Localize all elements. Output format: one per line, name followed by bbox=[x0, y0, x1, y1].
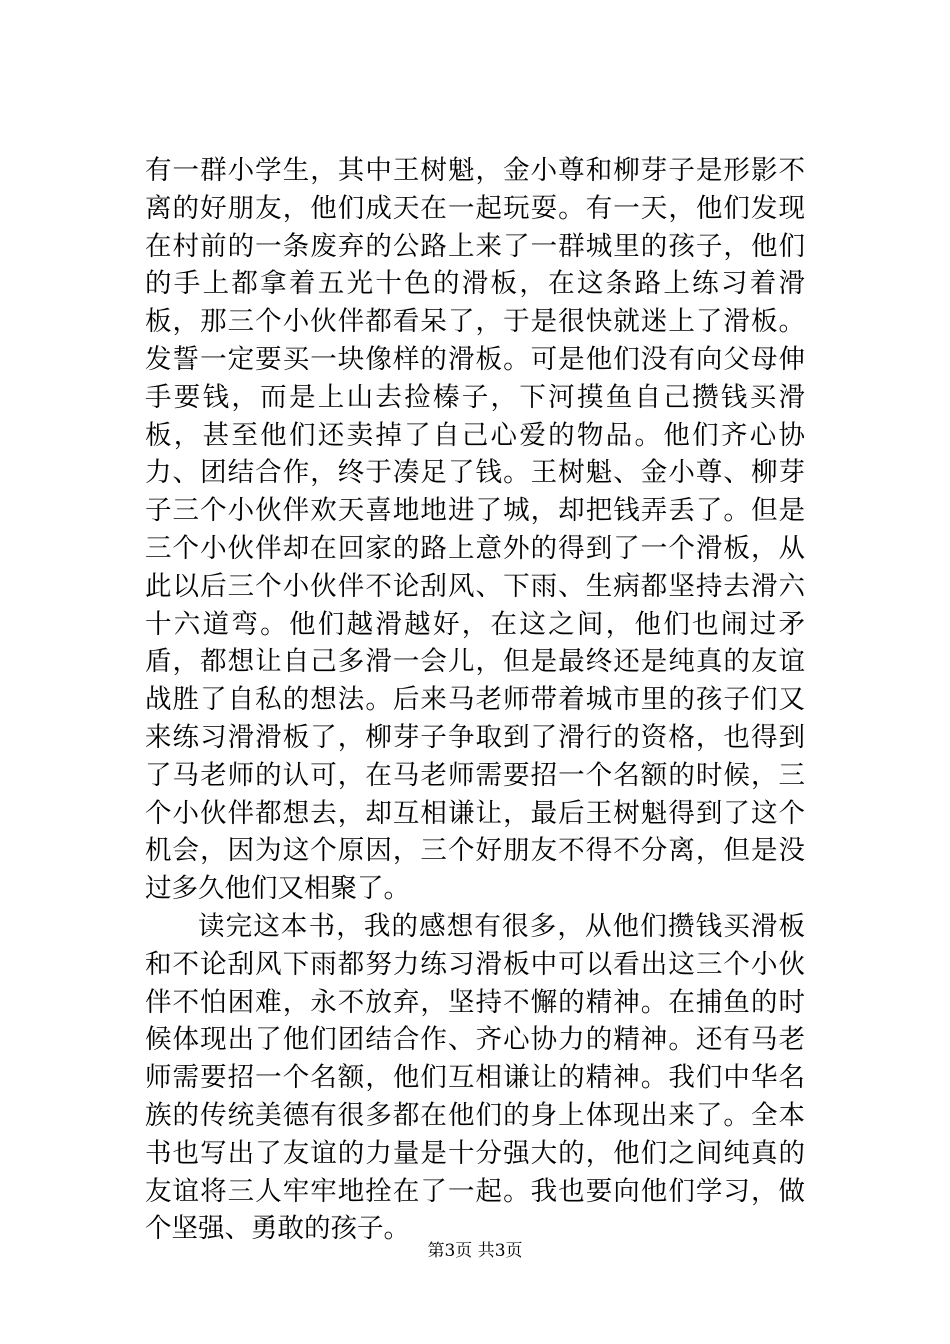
document-body bbox=[145, 152, 805, 1248]
paragraph-reflection: 读完这本书，我的感想有很多，从他们攒钱买滑板和不论刮风下雨都努力练习滑板中可以看出这三个小伙伴不怕困难，永不放弃，坚持不懈的精神。在捕鱼的时候体现出了他们团结合作、齐心协力的精神。还有马老师需要招一个名额，他们互相谦让的精神。我们中华名族的传统美德有很多都在他们的身上体现出来了。全本书也写出了友谊的力量是十分强大的，他们之间纯真的友谊将三人牢牢地拴在了一起。我也要向他们学习，做个坚强、勇敢的孩子。 bbox=[145, 910, 805, 1245]
paragraph-story-summary: 有一群小学生，其中王树魁，金小尊和柳芽子是形影不离的好朋友，他们成天在一起玩耍。有一天，他们发现在村前的一条废弃的公路上来了一群城里的孩子，他们的手上都拿着五光十色的滑板，在这条路上练习着滑板，那三个小伙伴都看呆了，于是很快就迷上了滑板。发誓一定要买一块像样的滑板。可是他们没有向父母伸手要钱，而是上山去捡榛子，下河摸鱼自己攒钱买滑板，甚至他们还卖掉了自己心爱的物品。他们齐心协力、团结合作，终于凑足了钱。王树魁、金小尊、柳芽子三个小伙伴欢天喜地地进了城，却把钱弄丢了。但是三个小伙伴却在回家的路上意外的得到了一个滑板，从此以后三个小伙伴不论刮风、下雨、生病都坚持去滑六十六道弯。他们越滑越好，在这之间，他们也闹过矛盾，都想让自己多滑一会儿，但是最终还是纯真的友谊战胜了自私的想法。后来马老师带着城市里的孩子们又来练习滑滑板了，柳芽子争取到了滑行的资格，也得到了马老师的认可，在马老师需要招一个名额的时候，三个小伙伴都想去，却互相谦让，最后王树魁得到了这个机会，因为这个原因，三个好朋友不得不分离，但是没过多久他们又相聚了。 bbox=[145, 155, 805, 905]
page-number-label: 第3页 共3页 bbox=[427, 1241, 523, 1261]
page-footer bbox=[0, 1240, 950, 1262]
